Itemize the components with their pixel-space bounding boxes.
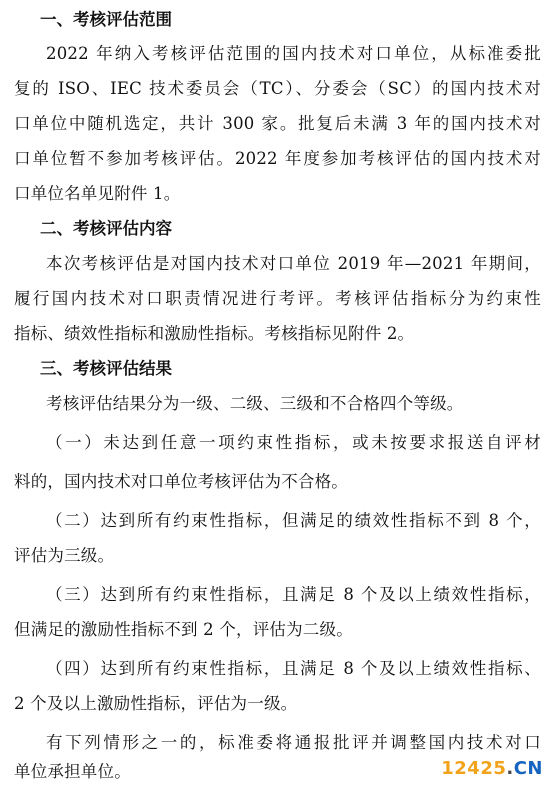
paragraph-line: 口单位名单见附件 1。 xyxy=(14,184,181,203)
paragraph-line: 复的 ISO、IEC 技术委员会（TC）、分委会（SC）的国内技术对 xyxy=(14,79,541,98)
result-item-2-line: 评估为三级。 xyxy=(14,546,115,565)
closing-line: 单位承担单位。 xyxy=(14,762,131,781)
watermark-domain: CN xyxy=(513,758,543,779)
result-item-3-line: （三）达到所有约束性指标，且满足 8 个及以上绩效性指标， xyxy=(46,585,541,604)
result-item-2-line: （二）达到所有约束性指标，但满足的绩效性指标不到 8 个， xyxy=(46,511,541,530)
result-item-3-line: 但满足的激励性指标不到 2 个，评估为二级。 xyxy=(14,620,353,639)
paragraph-line: 本次考核评估是对国内技术对口单位 2019 年—2021 年期间， xyxy=(46,254,541,273)
watermark-dot: . xyxy=(506,758,514,779)
section-heading-results: 三、考核评估结果 xyxy=(40,359,172,378)
paragraph-line: 口单位暂不参加考核评估。2022 年度参加考核评估的国内技术对 xyxy=(14,149,541,168)
watermark-number: 12425 xyxy=(441,758,507,779)
paragraph-line: 2022 年纳入考核评估范围的国内技术对口单位，从标准委批 xyxy=(46,44,541,63)
closing-line: 有下列情形之一的，标准委将通报批评并调整国内技术对口 xyxy=(46,733,541,752)
result-item-1-line: 料的，国内技术对口单位考核评估为不合格。 xyxy=(14,472,348,491)
paragraph-line: 口单位中随机选定，共计 300 家。批复后未满 3 年的国内技术对 xyxy=(14,114,541,133)
paragraph-line: 履行国内技术对口职责情况进行考评。考核评估指标分为约束性 xyxy=(14,289,541,308)
paragraph-line: 考核评估结果分为一级、二级、三级和不合格四个等级。 xyxy=(46,394,464,413)
section-heading-scope: 一、考核评估范围 xyxy=(40,10,172,29)
result-item-1-line: （一）未达到任意一项约束性指标，或未按要求报送自评材 xyxy=(46,433,541,452)
site-watermark xyxy=(441,759,543,779)
result-item-4-line: （四）达到所有约束性指标，且满足 8 个及以上绩效性指标、 xyxy=(46,659,541,678)
section-heading-content: 二、考核评估内容 xyxy=(40,219,172,238)
paragraph-line: 指标、绩效性指标和激励性指标。考核指标见附件 2。 xyxy=(14,324,415,343)
result-item-4-line: 2 个及以上激励性指标，评估为一级。 xyxy=(14,694,298,713)
